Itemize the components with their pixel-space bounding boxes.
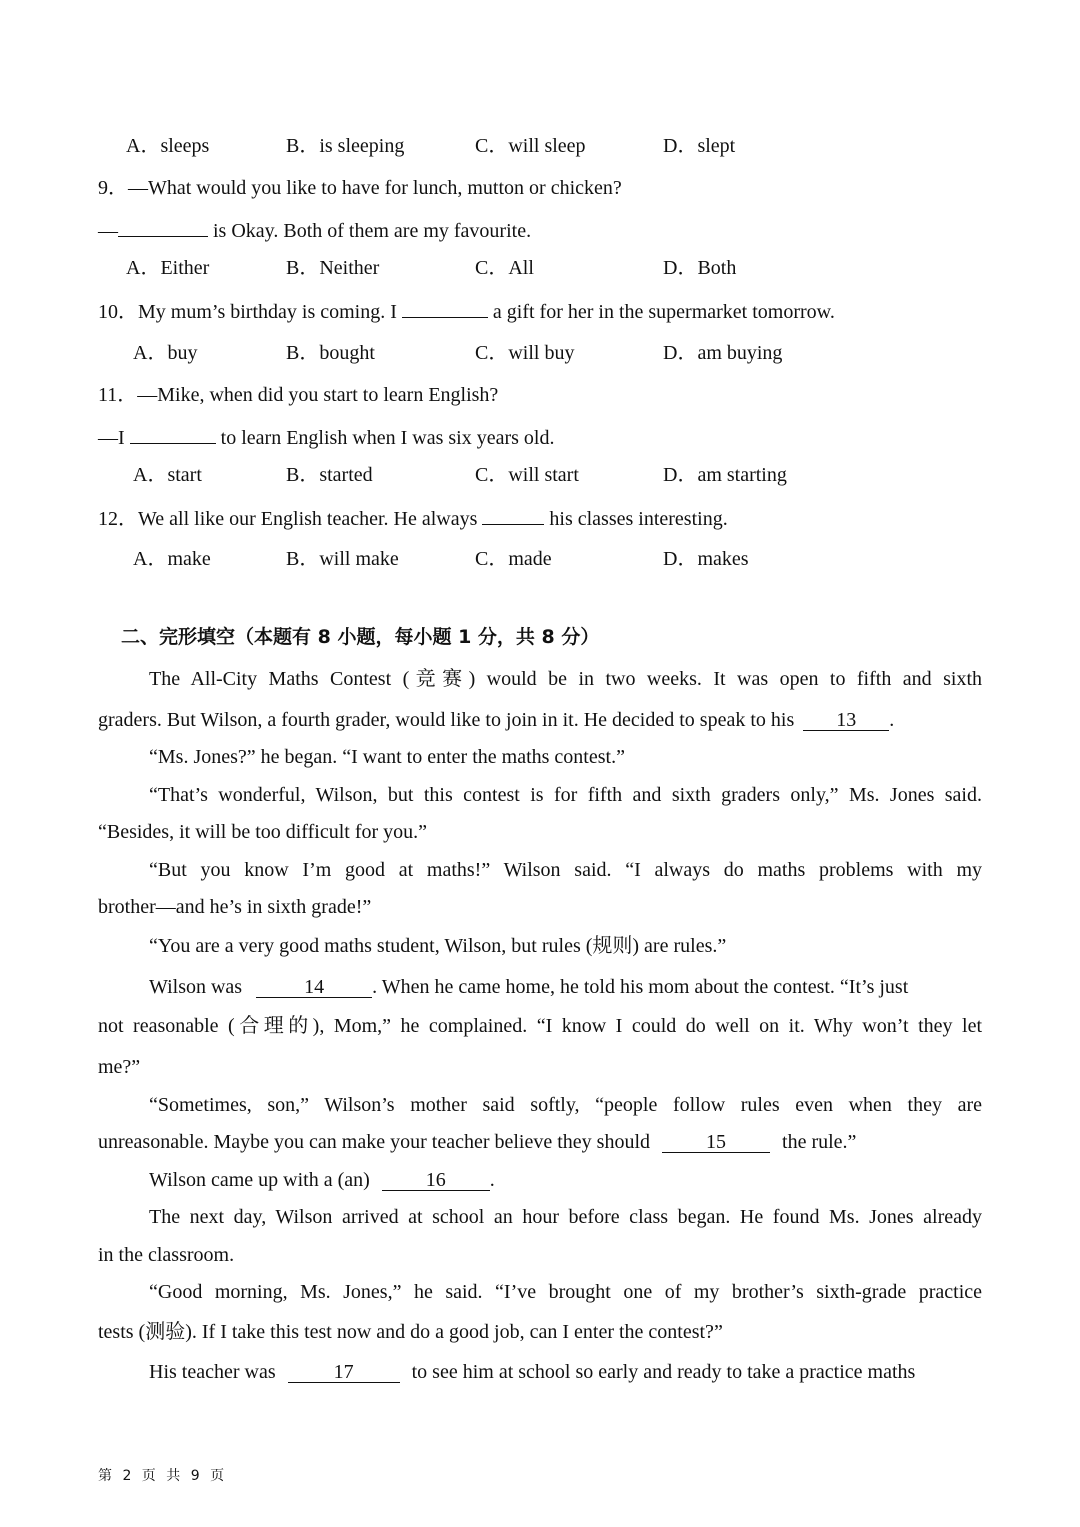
passage-p6-line1 [149, 974, 908, 1000]
q12-option-d: D．makes [663, 548, 749, 570]
q9-option-a: A．Either [126, 257, 210, 279]
passage-p11 [149, 1359, 915, 1385]
blank-16[interactable]: 16 [382, 1170, 490, 1191]
q9-option-c: C．All [475, 257, 534, 279]
passage-p1-line2 [98, 707, 894, 733]
passage-p10-line1: “Good morning, Ms. Jones,” he said. “I’ve brought one of my brother’s sixth-grade practice [149, 1281, 982, 1303]
q12-stem [98, 504, 728, 532]
passage-p7-line2-before: unreasonable. Maybe you can make your teacher believe they should [98, 1131, 651, 1153]
passage-p11-before: His teacher was [149, 1361, 276, 1383]
passage-p8 [149, 1167, 495, 1193]
q10-option-d: D．am buying [663, 342, 783, 364]
q12-option-b: B．will make [286, 548, 399, 570]
q9-reply-rest: is Okay. Both of them are my favourite. [208, 220, 532, 242]
passage-p1-line2-before: graders. But Wilson, a fourth grader, would like to join in it. He decided to speak to his [98, 709, 795, 731]
q10-stem [98, 297, 835, 325]
q10-option-b: B．bought [286, 342, 375, 364]
q12-stem-before: 12．We all like our English teacher. He always [98, 508, 483, 530]
q11-option-c: C．will start [475, 464, 579, 486]
q12-answer-blank[interactable] [482, 504, 544, 525]
blank-15[interactable]: 15 [662, 1132, 770, 1153]
q11-answer-blank[interactable] [130, 423, 216, 444]
passage-p6-line2: not reasonable (合理的), Mom,” he complained. “I know I could do well on it. Why won’t they let [98, 1015, 982, 1037]
passage-p11-after: to see him at school so early and ready to take a practice maths [411, 1361, 916, 1383]
blank-14[interactable]: 14 [256, 977, 372, 998]
q11-stem: 11．—Mike, when did you start to learn English? [98, 384, 499, 406]
q9-reply-prefix: — [98, 220, 118, 242]
passage-p4-line2: brother—and he’s in sixth grade!” [98, 896, 372, 918]
q10-answer-blank[interactable] [402, 297, 488, 318]
q11-option-d: D．am starting [663, 464, 787, 486]
passage-p5: “You are a very good maths student, Wilson, but rules (规则) are rules.” [149, 935, 727, 957]
q11-reply-rest: to learn English when I was six years old. [215, 427, 555, 449]
q10-stem-after: a gift for her in the supermarket tomorrow. [487, 301, 835, 323]
q8-option-c: C．will sleep [475, 135, 586, 157]
blank-13[interactable]: 13 [803, 710, 889, 731]
passage-p7-line1: “Sometimes, son,” Wilson’s mother said softly, “people follow rules even when they are [149, 1094, 982, 1116]
passage-p8-after: . [489, 1169, 495, 1191]
passage-p9-line2: in the classroom. [98, 1244, 235, 1266]
passage-p6-line1-after: . When he came home, he told his mom about the contest. “It’s just [372, 976, 909, 998]
passage-p3-line2: “Besides, it will be too difficult for you.” [98, 821, 428, 843]
q9-option-d: D．Both [663, 257, 737, 279]
passage-p2: “Ms. Jones?” he began. “I want to enter the maths contest.” [149, 746, 625, 768]
section-heading: 二、完形填空（本题有 8 小题，每小题 1 分，共 8 分） [121, 626, 600, 648]
passage-p6-line1-before: Wilson was [149, 976, 243, 998]
q12-option-c: C．made [475, 548, 552, 570]
q11-option-b: B．started [286, 464, 373, 486]
q12-option-a: A．make [133, 548, 211, 570]
q11-option-a: A．start [133, 464, 202, 486]
q10-stem-before: 10．My mum’s birthday is coming. I [98, 301, 402, 323]
passage-p8-before: Wilson came up with a (an) [149, 1169, 370, 1191]
page-number: 第 2 页 共 9 页 [98, 1468, 228, 1484]
q9-stem: 9．—What would you like to have for lunch, mutton or chicken? [98, 177, 622, 199]
q11-reply [98, 423, 555, 451]
passage-p3-line1: “That’s wonderful, Wilson, but this contest is for fifth and sixth graders only,” Ms. Jones said. [149, 784, 982, 806]
q8-option-d: D．slept [663, 135, 736, 157]
q11-reply-prefix: —I [98, 427, 130, 449]
passage-p10-line2: tests (测验). If I take this test now and do a good job, can I enter the contest?” [98, 1321, 723, 1343]
q12-stem-after: his classes interesting. [544, 508, 728, 530]
passage-p4-line1: “But you know I’m good at maths!” Wilson said. “I always do maths problems with my [149, 859, 982, 881]
q9-option-b: B．Neither [286, 257, 380, 279]
passage-p6-line3: me?” [98, 1056, 141, 1078]
passage-p9-line1: The next day, Wilson arrived at school an hour before class began. He found Ms. Jones already [149, 1206, 982, 1228]
q8-option-a: A．sleeps [126, 135, 210, 157]
q9-reply [98, 216, 531, 244]
passage-p7-line2 [98, 1129, 856, 1155]
q9-answer-blank[interactable] [118, 216, 208, 237]
passage-p7-line2-after: the rule.” [782, 1131, 857, 1153]
passage-p1-line1: The All-City Maths Contest (竞赛) would be in two weeks. It was open to fifth and sixth [149, 668, 982, 690]
blank-17[interactable]: 17 [288, 1362, 400, 1383]
q10-option-a: A．buy [133, 342, 198, 364]
q8-option-b: B．is sleeping [286, 135, 405, 157]
passage-p1-line2-after: . [889, 709, 895, 731]
q10-option-c: C．will buy [475, 342, 575, 364]
